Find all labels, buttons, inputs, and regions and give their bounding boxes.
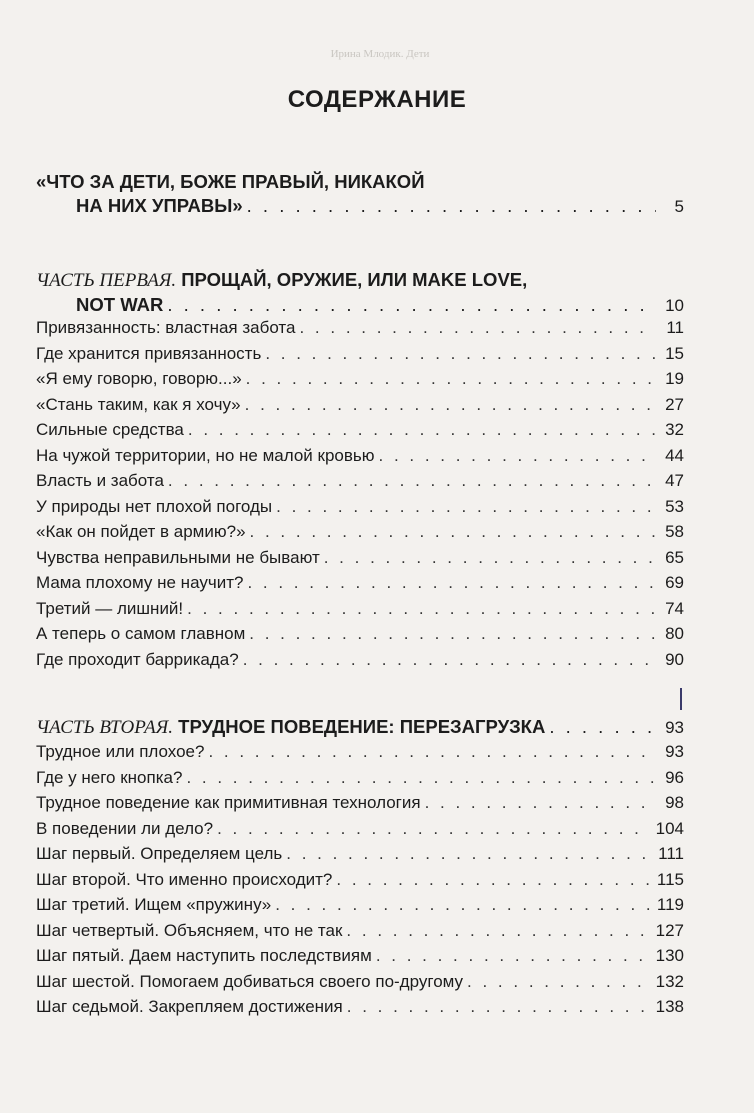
toc-entry-title: На чужой территории, но не малой кровью [36,445,375,465]
part2-prefix: ЧАСТЬ ВТОРАЯ. [36,717,174,738]
intro-line2-row [36,195,684,222]
toc-entry[interactable] [36,650,684,676]
part1-entries [36,318,684,675]
leader-dots [265,344,656,364]
leader-dots [347,997,650,1017]
toc-entry[interactable] [36,819,684,845]
toc-entry-page: 115 [656,869,684,889]
toc-entry-page: 80 [665,624,684,643]
toc-entry[interactable] [36,420,684,446]
leader-dots [467,972,650,992]
intro-page: 5 [674,197,684,216]
part1-line1-row [36,266,684,294]
toc-entry[interactable] [36,946,684,972]
toc-entry-page: 74 [665,598,684,618]
toc-entry-page: 127 [655,920,684,940]
toc-entry-title: Сильные средства [36,420,184,439]
toc-entry-page: 93 [665,742,684,761]
toc-entry[interactable] [36,522,684,548]
toc-entry-title: Чувства неправильными не бывают [36,547,320,567]
toc-entry[interactable] [36,318,684,344]
toc-entry-title: «Стань таким, как я хочу» [36,394,241,414]
part2-entries [36,742,684,1023]
toc-entry[interactable] [36,870,684,896]
part1-line2: NOT WAR [76,294,164,315]
intro-heading [36,168,684,222]
running-head: Ирина Млодик. Дети [330,48,430,60]
part2-heading-row[interactable] [36,716,684,743]
toc-entry-title: В поведении ли дело? [36,818,214,838]
part2-heading [36,716,684,743]
leader-dots [208,742,656,762]
leader-dots [275,895,651,915]
toc-entry-title: Шаг третий. Ищем «пружину» [36,895,272,914]
toc-entry-page: 132 [655,971,684,991]
leader-dots [549,716,656,738]
toc-entry-page: 96 [665,767,684,787]
toc-entry[interactable] [36,768,684,794]
leader-dots [187,599,656,619]
leader-dots [217,819,650,839]
toc-entry-title: Привязанность: властная забота [36,318,296,337]
ink-mark [680,688,682,710]
leader-dots [286,844,652,864]
leader-dots [276,497,656,517]
toc-entry-page: 69 [665,573,684,592]
page-title: СОДЕРЖАНИЕ [287,86,467,113]
part1-heading [36,266,684,321]
part1-line2-row [36,294,684,321]
leader-dots [346,921,649,941]
leader-dots [379,446,657,466]
toc-entry-page: 138 [655,997,684,1016]
toc-entry[interactable] [36,895,684,921]
toc-entry-title: Мама плохому не научит? [36,573,244,592]
toc-entry-title: Где проходит баррикада? [36,649,239,669]
toc-entry-title: Власть и забота [36,471,164,490]
toc-entry[interactable] [36,344,684,370]
toc-entry-page: 104 [655,818,684,838]
toc-entry-page: 119 [656,895,684,914]
leader-dots [425,793,656,813]
leader-dots [299,318,656,338]
toc-entry[interactable] [36,497,684,523]
toc-entry-title: Шаг седьмой. Закрепляем достижения [36,997,343,1016]
toc-entry-page: 19 [665,369,684,388]
toc-entry[interactable] [36,997,684,1023]
toc-entry-title: Шаг четвертый. Объясняем, что не так [36,920,343,940]
toc-entry-title: Третий — лишний! [36,598,184,618]
part1-prefix: ЧАСТЬ ПЕРВАЯ. [36,270,177,291]
part1-line1: ПРОЩАЙ, ОРУЖИЕ, ИЛИ MAKE LOVE, [181,269,528,290]
toc-entry-page: 44 [665,445,684,465]
toc-entry-title: Где у него кнопка? [36,767,183,787]
leader-dots [247,195,656,217]
leader-dots [246,369,656,389]
part2-title: ТРУДНОЕ ПОВЕДЕНИЕ: ПЕРЕЗАГРУЗКА [178,716,546,737]
toc-entry-page: 98 [665,793,684,812]
toc-entry-title: Трудное поведение как примитивная технология [36,793,421,812]
toc-entry[interactable] [36,844,684,870]
leader-dots [186,768,656,788]
toc-entry-page: 47 [665,471,684,490]
toc-entry-title: Шаг шестой. Помогаем добиваться своего по-другому [36,971,464,991]
leader-dots [250,522,656,542]
toc-entry-title: Шаг первый. Определяем цель [36,844,283,863]
intro-line1: «ЧТО ЗА ДЕТИ, БОЖЕ ПРАВЫЙ, НИКАКОЙ [36,171,425,192]
part1-page: 10 [665,296,684,315]
toc-entry[interactable] [36,573,684,599]
toc-entry-page: 111 [658,844,684,863]
toc-entry-title: У природы нет плохой погоды [36,496,273,516]
toc-entry-page: 65 [665,547,684,567]
toc-entry[interactable] [36,793,684,819]
leader-dots [247,573,656,593]
leader-dots [249,624,656,644]
toc-entry[interactable] [36,369,684,395]
toc-entry[interactable] [36,624,684,650]
toc-entry-page: 130 [655,946,684,965]
toc-entry-page: 53 [665,496,684,516]
toc-entry-title: Шаг пятый. Даем наступить последствиям [36,946,372,965]
toc-entry-page: 32 [665,420,684,439]
toc-entry-page: 15 [665,343,684,363]
toc-entry-title: «Как он пойдет в армию?» [36,522,246,541]
toc-entry[interactable] [36,742,684,768]
toc-entry-page: 27 [665,394,684,414]
toc-entry[interactable] [36,395,684,421]
toc-entry-page: 90 [665,649,684,669]
leader-dots [188,420,656,440]
leader-dots [324,548,656,568]
toc-entry-title: Трудное или плохое? [36,742,205,761]
leader-dots [336,870,651,890]
toc-entry-title: А теперь о самом главном [36,624,246,643]
toc-entry-page: 58 [665,522,684,541]
toc-entry[interactable] [36,972,684,998]
leader-dots [168,471,656,491]
leader-dots [245,395,656,415]
leader-dots [243,650,656,670]
toc-entry[interactable] [36,471,684,497]
toc-entry[interactable] [36,599,684,625]
toc-entry-title: «Я ему говорю, говорю...» [36,369,242,388]
leader-dots [167,294,656,316]
intro-line2: НА НИХ УПРАВЫ» [76,195,243,216]
toc-entry[interactable] [36,921,684,947]
toc-entry[interactable] [36,446,684,472]
leader-dots [376,946,650,966]
toc-entry-title: Шаг второй. Что именно происходит? [36,869,333,889]
part2-page: 93 [665,718,684,737]
toc-entry-page: 11 [666,318,684,337]
toc-entry[interactable] [36,548,684,574]
toc-entry-title: Где хранится привязанность [36,343,262,363]
